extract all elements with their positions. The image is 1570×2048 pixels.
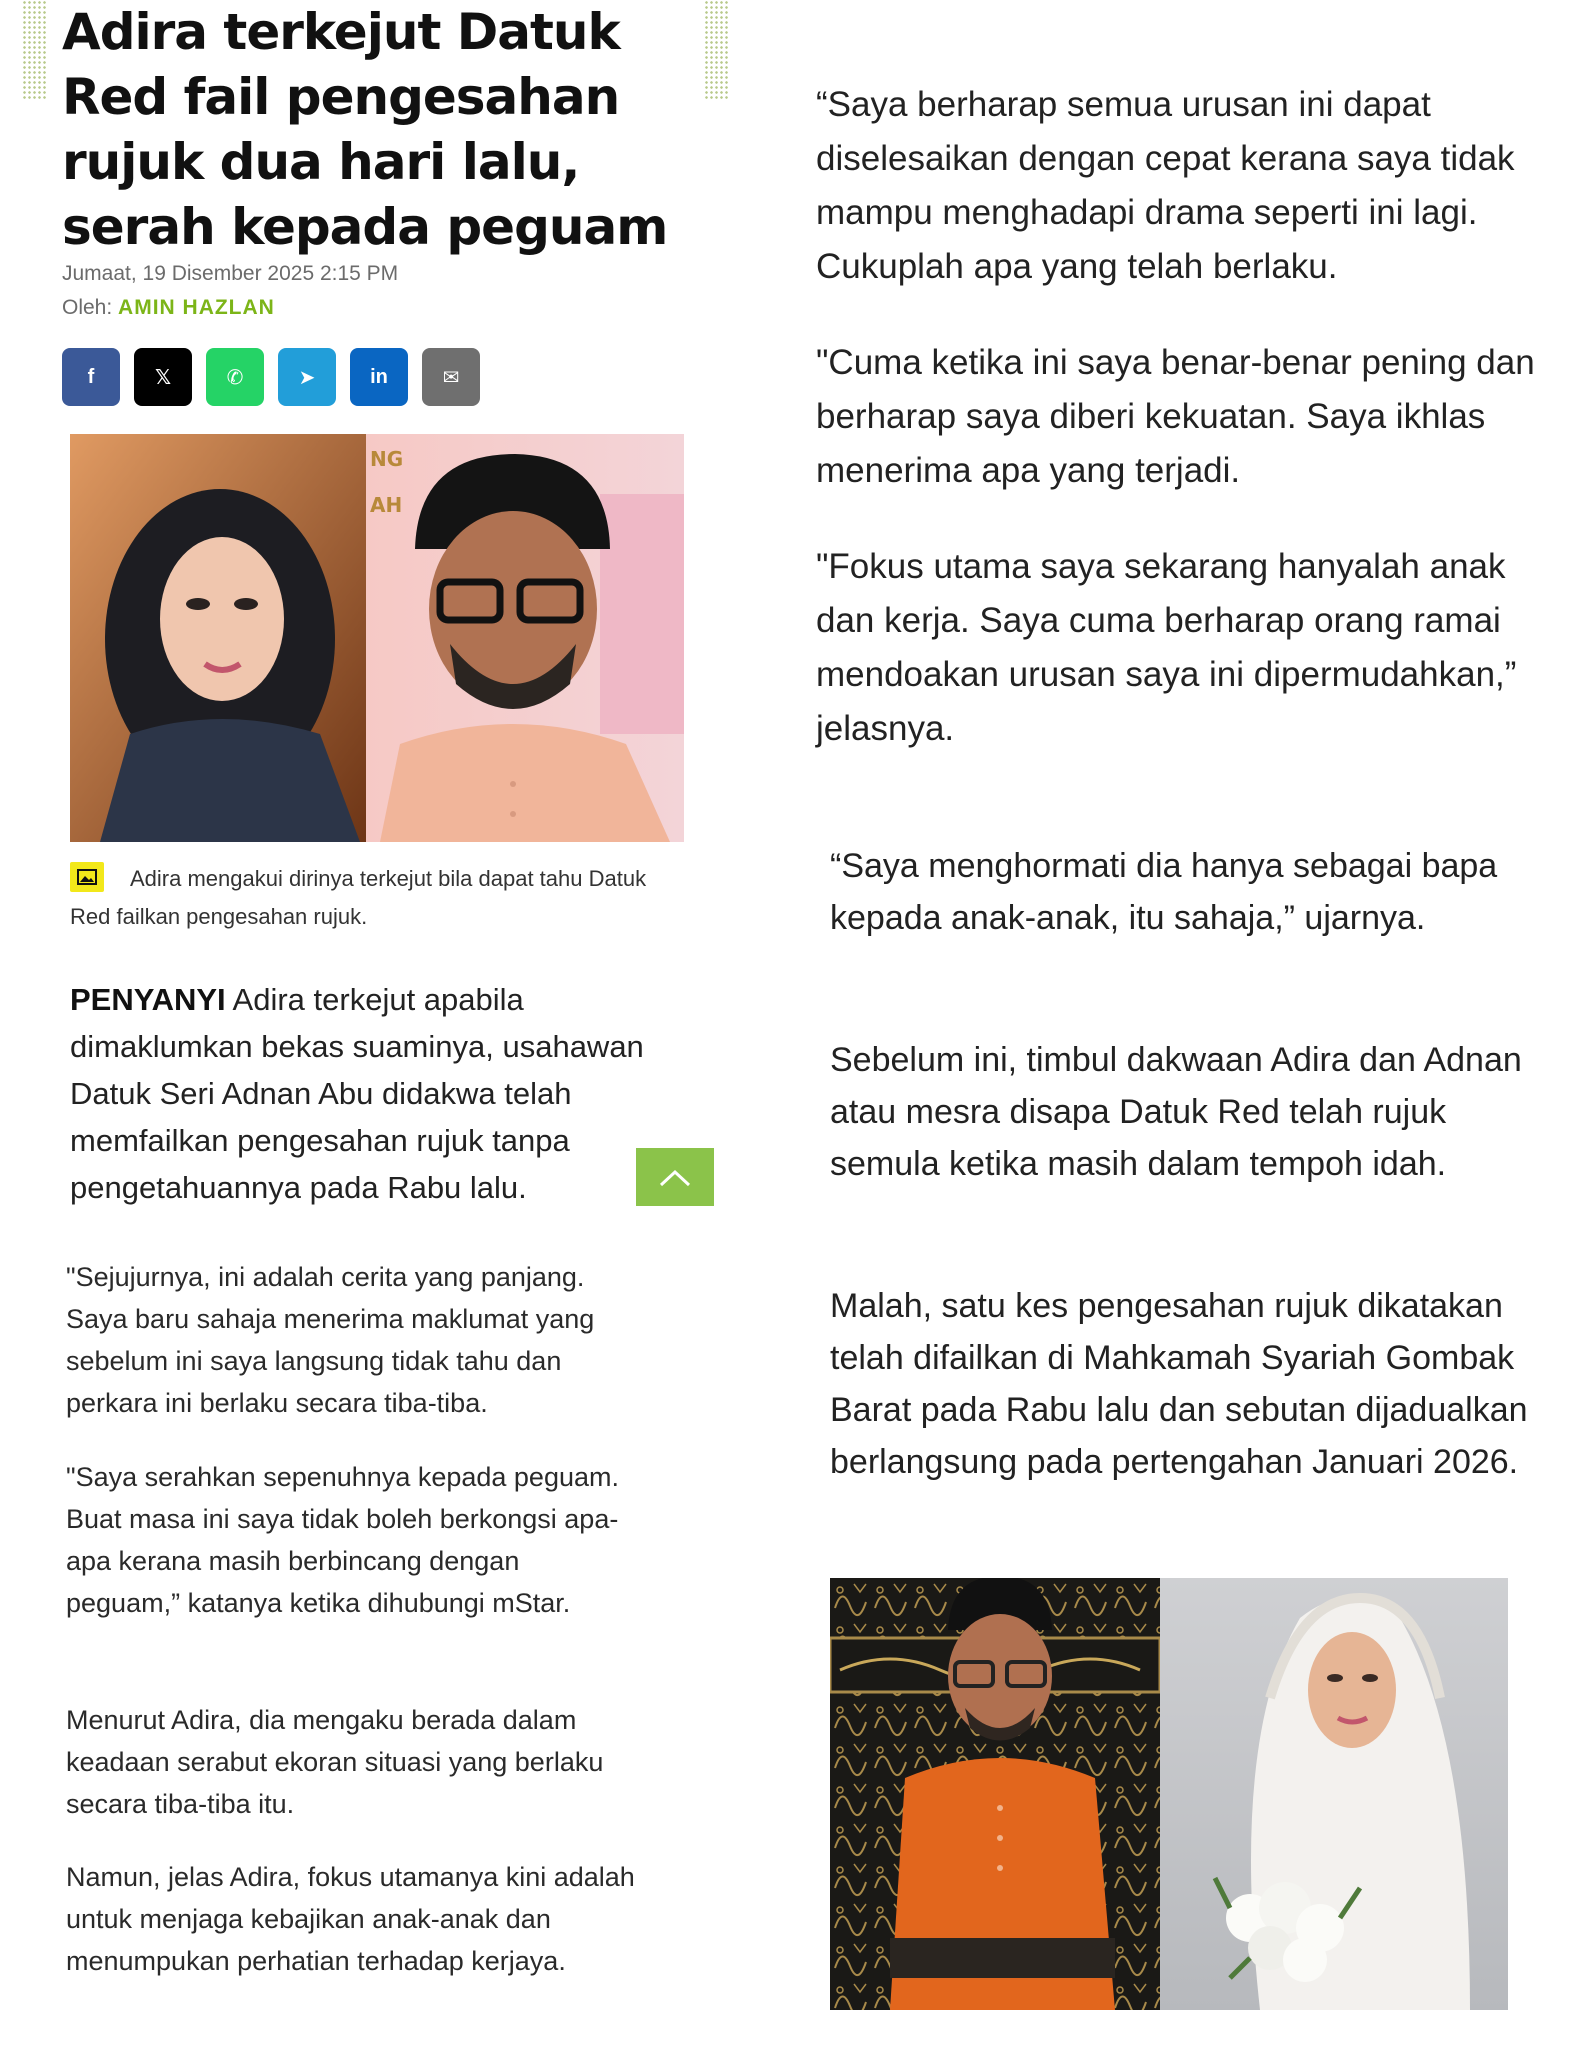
right-paragraph-5: Sebelum ini, timbul dakwaan Adira dan Adnan atau mesra disapa Datuk Red telah rujuk semula ketika masih dalam tempoh idah. [830,1041,1522,1183]
right-paragraph-3: "Fokus utama saya sekarang hanyalah anak dan kerja. Saya cuma berharap orang ramai mendoakan urusan saya ini dipermudahkan,” jelasnya. [816,547,1517,748]
telegram-icon: ➤ [298,366,316,389]
whatsapp-icon: ✆ [226,366,244,389]
right-paragraph-1: “Saya berharap semua urusan ini dapat diselesaikan dengan cepat kerana saya tidak mampu menghadapi drama seperti ini lagi. Cukuplah apa yang telah berlaku. [816,85,1515,286]
right-paragraph-6: Malah, satu kes pengesahan rujuk dikatakan telah difailkan di Mahkamah Syariah Gombak Barat pada Rabu lalu dan sebutan dijadualkan berlangsung pada pertengahan Januari 2026. [830,1287,1528,1481]
right-paragraph-2: "Cuma ketika ini saya benar-benar pening dan berharap saya diberi kekuatan. Saya ikhlas menerima apa yang terjadi. [816,343,1535,490]
chevron-up-icon [658,1167,692,1187]
linkedin-share-button[interactable] [350,348,408,406]
photo-bg-text-2: AH [370,493,403,517]
decorative-dots-right [704,0,728,100]
photo-bg-text-1: NG [370,447,404,471]
x-icon: 𝕏 [154,366,172,389]
author-label: Oleh: [62,296,119,319]
article-byline [62,296,275,320]
right-paragraph-4: “Saya menghormati dia hanya sebagai bapa kepada anak-anak, itu sahaja,” ujarnya. [830,847,1498,937]
x-share-button[interactable] [134,348,192,406]
share-bar [62,348,480,406]
decorative-dots-left [22,0,46,100]
lead-word: PENYANYI [70,982,226,1017]
article-photo-illustration [70,434,684,842]
facebook-icon: f [87,365,95,388]
facebook-share-button[interactable] [62,348,120,406]
whatsapp-share-button[interactable] [206,348,264,406]
article-title: Adira terkejut Datuk Red fail pengesahan rujuk dua hari lalu, serah kepada peguam [62,3,668,256]
left-paragraph-4: Namun, jelas Adira, fokus utamanya kini adalah untuk menjaga kebajikan anak-anak dan menumpukan perhatian terhadap kerjaya. [66,1862,635,1976]
left-paragraph-3: Menurut Adira, dia mengaku berada dalam keadaan serabut ekoran situasi yang berlaku secara tiba-tiba itu. [66,1705,604,1819]
lead-text: Adira terkejut apabila dimaklumkan bekas suaminya, usahawan Datuk Seri Adnan Abu didakwa telah memfailkan pengesahan rujuk tanpa pengetahuannya pada Rabu lalu. [70,982,644,1205]
author-name-link[interactable]: AMIN HAZLAN [118,296,275,319]
left-paragraph-2: "Saya serahkan sepenuhnya kepada peguam. Buat masa ini saya tidak boleh berkongsi apa-apa kerana masih berbincang dengan peguam,” katanya ketika dihubungi mStar. [66,1462,619,1618]
linkedin-icon: in [370,365,388,388]
article-photo-2 [830,1578,1508,2010]
article-date: Jumaat, 19 Disember 2025 2:15 PM [62,262,399,285]
article-photo-2-illustration [830,1578,1508,2010]
article-photo [70,434,684,842]
email-share-button[interactable] [422,348,480,406]
left-paragraph-1: "Sejujurnya, ini adalah cerita yang panjang. Saya baru sahaja menerima maklumat yang sebelum ini saya langsung tidak tahu dan perkara ini berlaku secara tiba-tiba. [66,1262,595,1418]
lead-paragraph [70,976,690,1211]
scroll-to-top-button[interactable] [636,1148,714,1206]
telegram-share-button[interactable] [278,348,336,406]
photo-caption: Adira mengakui dirinya terkejut bila dapat tahu Datuk Red failkan pengesahan rujuk. [70,866,647,929]
email-icon: ✉ [442,366,460,389]
